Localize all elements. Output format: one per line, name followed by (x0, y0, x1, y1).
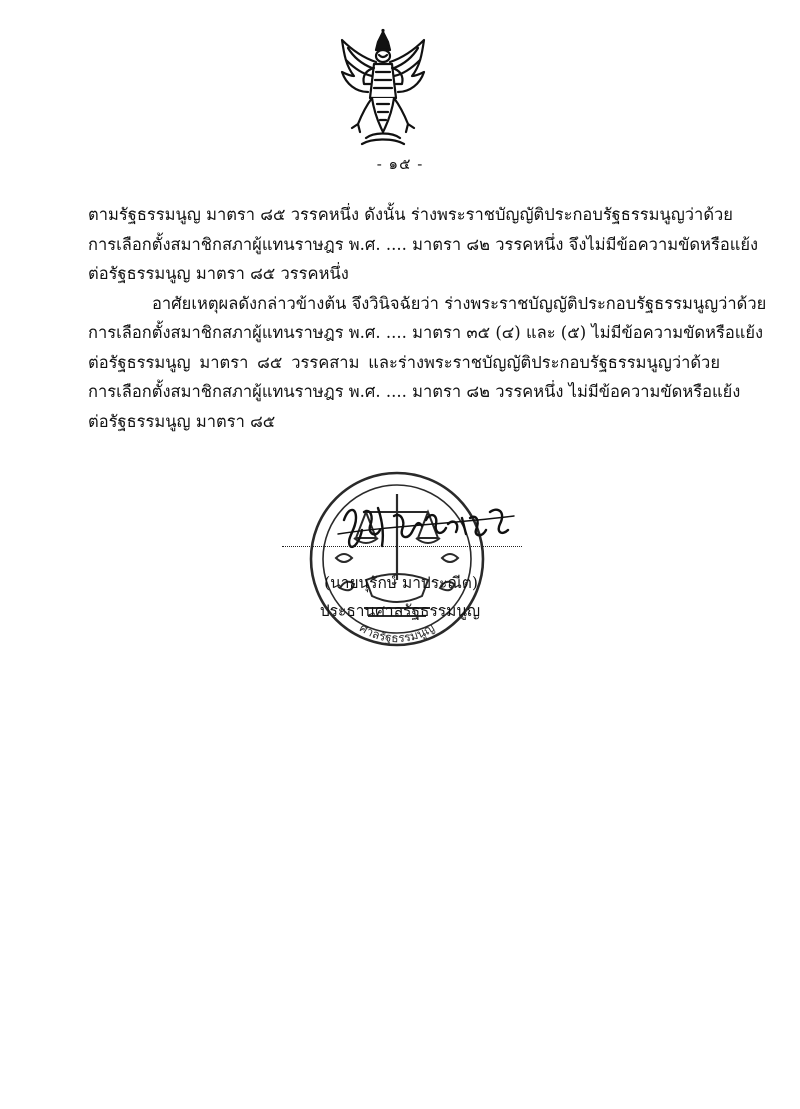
body-text (88, 200, 767, 436)
seal-text: ศาลรัฐธรรมนูญ (357, 620, 437, 646)
text-line: การเลือกตั้งสมาชิกสภาผู้แทนราษฎร พ.ศ. .... มาตรา ๓๕ (๔) และ (๕) ไม่มีข้อความขัดหรือแย้ง (88, 323, 764, 342)
garuda-emblem (332, 28, 434, 148)
text-line: ต่อรัฐธรรมนูญ มาตรา ๘๕ วรรคสาม และร่างพระราชบัญญัติประกอบรัฐธรรมนูญว่าด้วย (88, 352, 720, 372)
signer-name: (นายนุรักษ์ มาประณีต) (324, 574, 478, 592)
page-number: - ๑๕ - (376, 155, 424, 173)
text-line: ต่อรัฐธรรมนูญ มาตรา ๘๕ (88, 411, 276, 431)
handwritten-signature (330, 490, 520, 560)
text-line: อาศัยเหตุผลดังกล่าวข้างต้น จึงวินิจฉัยว่า ร่างพระราชบัญญัติประกอบรัฐธรรมนูญว่าด้วย (152, 293, 767, 313)
text-line: ต่อรัฐธรรมนูญ มาตรา ๘๕ วรรคหนึ่ง (88, 264, 349, 283)
text-line: การเลือกตั้งสมาชิกสภาผู้แทนราษฎร พ.ศ. .... มาตรา ๘๒ วรรคหนึ่ง จึงไม่มีข้อความขัดหรือแย้ง (88, 234, 759, 254)
text-line: การเลือกตั้งสมาชิกสภาผู้แทนราษฎร พ.ศ. .... มาตรา ๘๒ วรรคหนึ่ง ไม่มีข้อความขัดหรือแย้ง (88, 382, 741, 401)
signer-title: ประธานศาลรัฐธรรมนูญ (319, 602, 481, 620)
paragraph-1 (88, 200, 759, 289)
paragraph-2 (88, 289, 767, 437)
signature-line (282, 546, 522, 547)
text-line: ตามรัฐธรรมนูญ มาตรา ๘๕ วรรคหนึ่ง ดังนั้น ร่างพระราชบัญญัติประกอบรัฐธรรมนูญว่าด้วย (88, 205, 733, 224)
